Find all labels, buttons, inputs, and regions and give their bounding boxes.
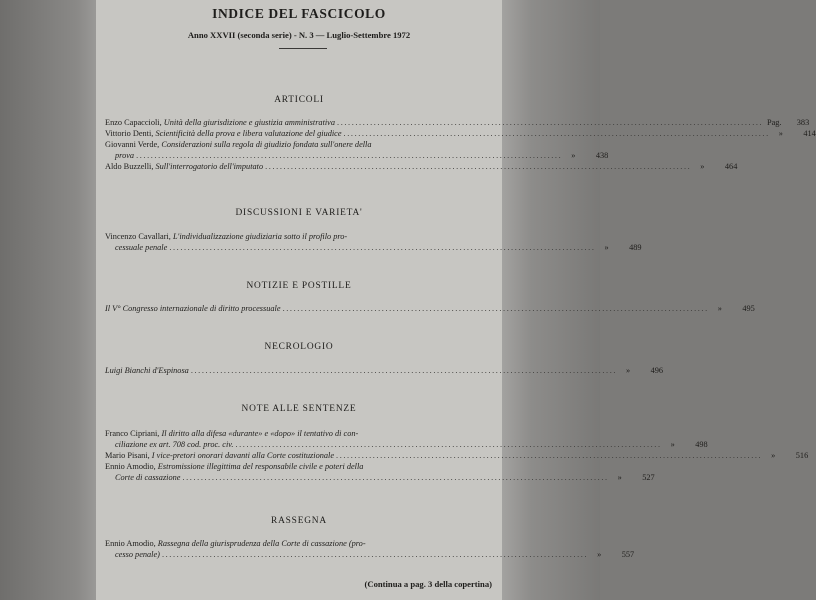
entry-author: Ennio Amodio, <box>105 539 156 548</box>
entry-line <box>105 242 642 253</box>
entry-title: Sull'interrogatorio dell'imputato <box>155 162 264 171</box>
entry-line <box>105 303 755 314</box>
entry-title: Scientificità della prova e libera valutazione del giudice <box>155 129 342 138</box>
page-label: » <box>717 304 722 313</box>
section-rassegna <box>96 514 635 560</box>
section-heading: NOTIZIE E POSTILLE <box>246 281 352 291</box>
page-number: 557 <box>621 550 635 559</box>
toc-entry <box>105 139 609 161</box>
page-number: 438 <box>595 151 609 160</box>
entry-author: Giovanni Verde, <box>105 140 160 149</box>
page-label: » <box>617 473 622 482</box>
toc-entry <box>105 428 708 450</box>
entry-line <box>105 472 655 483</box>
toc-entry <box>105 538 635 560</box>
entry-title: Considerazioni sulla regola di giudizio fondata sull'onere della <box>161 140 372 149</box>
toc-entry <box>105 128 816 139</box>
entry-line <box>105 549 635 560</box>
entry-title: Estromissione illegittima del responsabile civile e poteri della <box>157 462 364 471</box>
entry-title-cont: cesso penale) <box>115 550 160 559</box>
entry-line <box>105 231 492 242</box>
entry-line <box>105 365 664 376</box>
continuation-note: (Continua a pag. 3 della copertina) <box>364 579 492 589</box>
toc-entry <box>105 450 809 461</box>
entry-line <box>105 117 810 128</box>
toc-entry <box>105 231 642 253</box>
index-page <box>96 0 816 600</box>
leader-dots: .................................................................................................................... <box>136 151 563 160</box>
entry-author: Enzo Capaccioli, <box>105 118 162 127</box>
entry-author: Aldo Buzzelli, <box>105 162 154 171</box>
page-number: 414 <box>803 129 816 138</box>
page-number: 489 <box>629 243 642 252</box>
right-margin <box>502 0 600 600</box>
entry-title: Unità della giurisdizione e giustizia amministrativa <box>163 118 336 127</box>
leader-dots: .................................................................................................................... <box>337 118 764 127</box>
entry-line <box>105 538 492 549</box>
section-heading: RASSEGNA <box>271 516 327 526</box>
entry-title: Rassegna della giurisprudenza della Corte di cassazione (pro- <box>157 539 366 548</box>
toc-entry <box>105 161 738 172</box>
page-label: » <box>778 129 783 138</box>
page-number: 516 <box>795 451 809 460</box>
entry-line <box>105 139 492 150</box>
issue-subtitle: Anno XXVII (seconda serie) - N. 3 — Luglio-Settembre 1972 <box>187 30 411 40</box>
entry-author: Franco Cipriani, <box>105 429 160 438</box>
entry-line <box>105 450 809 461</box>
toc-entry <box>105 303 755 314</box>
leader-dots: .................................................................................................................... <box>282 304 709 313</box>
section-note <box>96 402 809 483</box>
page-label: » <box>771 451 776 460</box>
page-label: » <box>571 151 576 160</box>
leader-dots: .................................................................................................................... <box>336 451 763 460</box>
section-discussioni <box>96 206 642 253</box>
page-label: » <box>700 162 705 171</box>
entry-title: L'individualizzazione giudiziaria sotto il profilo pro- <box>172 232 348 241</box>
page-number: 464 <box>724 162 738 171</box>
entry-line <box>105 150 609 161</box>
title-divider <box>279 48 327 49</box>
page-number: 498 <box>695 440 708 449</box>
entry-line <box>105 428 492 439</box>
page-label: » <box>597 550 602 559</box>
leader-dots: .................................................................................................................... <box>182 473 609 482</box>
entry-author: Vittorio Denti, <box>105 129 154 138</box>
entry-author: Vincenzo Cavallari, <box>105 232 171 241</box>
leader-dots: .................................................................................................................... <box>343 129 770 138</box>
page-label: » <box>670 440 675 449</box>
page-label: Pag. <box>766 118 782 127</box>
leader-dots: .................................................................................................................... <box>235 440 662 449</box>
toc-entry <box>105 461 655 483</box>
leader-dots: .................................................................................................................... <box>265 162 692 171</box>
section-notizie <box>96 279 755 314</box>
entry-line <box>105 161 738 172</box>
section-necrologio <box>96 340 664 376</box>
page-title: INDICE DEL FASCICOLO <box>212 6 386 21</box>
entry-line <box>105 461 492 472</box>
left-margin <box>0 0 96 600</box>
entry-title-cont: ciliazione ex art. 708 cod. proc. civ. <box>115 440 234 449</box>
section-articoli <box>96 93 816 172</box>
page-number: 527 <box>642 473 655 482</box>
page-label: » <box>604 243 609 252</box>
leader-dots: .................................................................................................................... <box>161 550 589 559</box>
section-heading: ARTICOLI <box>274 95 324 105</box>
page-label: » <box>625 366 631 375</box>
page-number: 496 <box>650 366 664 375</box>
entry-title: Il V° Congresso internazionale di diritto processuale <box>105 304 281 313</box>
page-number: 383 <box>796 118 810 127</box>
entry-author: Mario Pisani, <box>105 451 150 460</box>
section-heading: NOTE ALLE SENTENZE <box>241 404 357 414</box>
toc-entry <box>105 365 664 376</box>
entry-title: Luigi Bianchi d'Espinosa <box>105 366 189 375</box>
entry-title-cont: prova <box>115 151 135 160</box>
entry-title-cont: Corte di cassazione <box>115 473 181 482</box>
entry-line <box>105 128 816 139</box>
section-heading: NECROLOGIO <box>264 342 334 352</box>
section-heading: DISCUSSIONI E VARIETA' <box>235 208 363 218</box>
entry-line <box>105 439 708 450</box>
entry-author: Ennio Amodio, <box>105 462 156 471</box>
leader-dots: .................................................................................................................... <box>169 243 596 252</box>
entry-title: I vice-pretori onorari davanti alla Corte costituzionale <box>151 451 335 460</box>
page-number: 495 <box>742 304 755 313</box>
entry-title-cont: cessuale penale <box>115 243 168 252</box>
leader-dots: .................................................................................................................... <box>190 366 618 375</box>
toc-entry <box>105 117 810 128</box>
entry-title: Il diritto alla difesa «durante» e «dopo» il tentativo di con- <box>161 429 359 438</box>
